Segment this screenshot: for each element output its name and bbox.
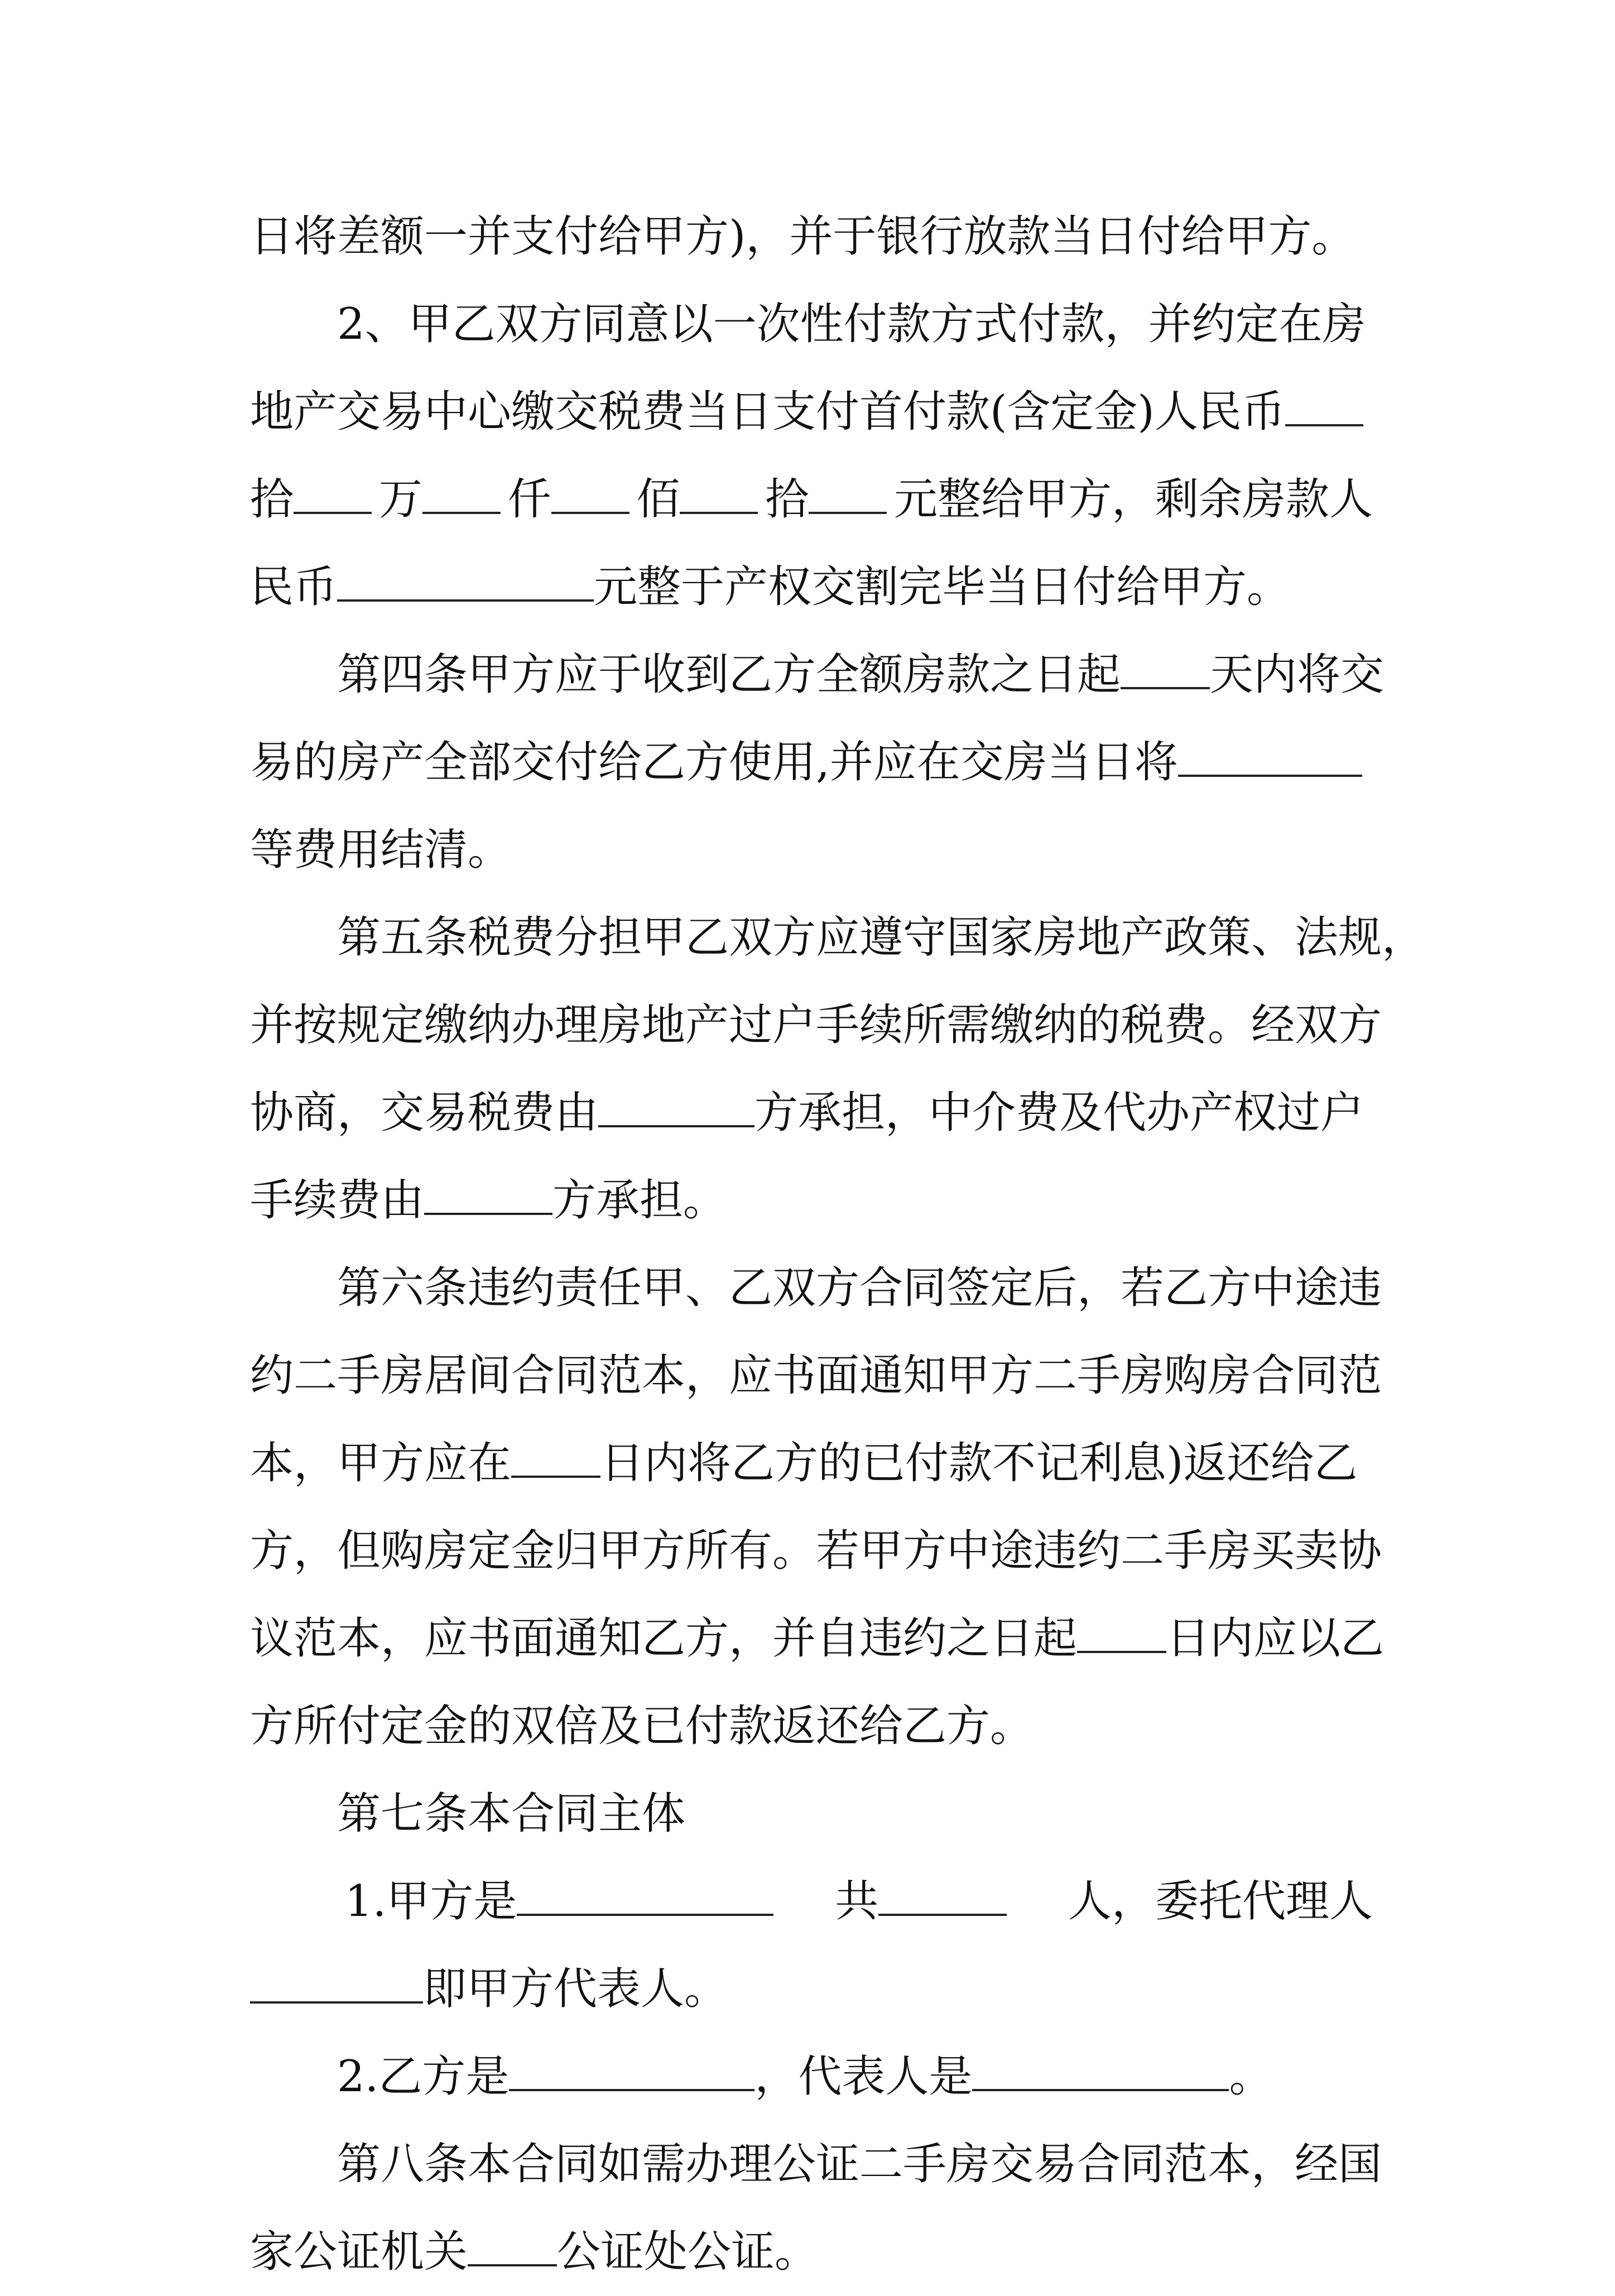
paragraph-line (250, 456, 1373, 544)
text: 万 (378, 474, 422, 525)
text: 元整于产权交割完毕当日付给甲方。 (594, 562, 1291, 612)
paragraph-line (250, 2121, 1382, 2208)
text: 并按规定缴纳办理房地产过户手续所需缴纳的税费。经双方 (250, 1000, 1382, 1050)
text: 手续费由 (250, 1175, 425, 1226)
paragraph-line (250, 2208, 1373, 2296)
text: 方承担，中介费及代办产权过户 (754, 1088, 1364, 1138)
paragraph-line (250, 806, 1373, 894)
fill-blank (972, 2049, 1229, 2091)
fill-blank (1077, 1611, 1166, 1653)
paragraph-line (250, 1595, 1385, 1683)
text: 民币 (250, 562, 338, 612)
paragraph-line (250, 1332, 1382, 1420)
text: 方所付定金的双倍及已付款返还给乙方。 (250, 1701, 1034, 1751)
text: 人，委托代理人 (1068, 1876, 1373, 1927)
fill-blank (424, 1173, 552, 1215)
paragraph-line (250, 1507, 1382, 1595)
text: 佰 (636, 474, 680, 525)
paragraph-line (250, 894, 1426, 982)
fill-blank (250, 1961, 423, 2004)
text: 元整给甲方，剩余房款人 (893, 474, 1373, 525)
paragraph-line (250, 1420, 1373, 1507)
text: 方，但购房定金归甲方所有。若甲方中途违约二手房买卖协 (250, 1526, 1382, 1576)
fill-blank (511, 1435, 600, 1478)
text: 拾 (765, 474, 809, 525)
text: 方承担。 (552, 1175, 727, 1226)
text: 第四条甲方应于收到乙方全额房款之日起 (337, 650, 1121, 700)
text: 第六条违约责任甲、乙双方合同签定后，若乙方中途违 (337, 1263, 1382, 1313)
paragraph-line (250, 631, 1385, 719)
text: 协商，交易税费由 (250, 1088, 599, 1138)
text: 议范本，应书面通知乙方，并自违约之日起 (250, 1613, 1078, 1664)
text: 1.甲方是 (345, 1876, 517, 1927)
text: 日内应以乙 (1166, 1613, 1385, 1664)
fill-blank (1285, 384, 1363, 426)
fill-blank (294, 472, 372, 514)
fill-blank (551, 472, 629, 514)
fill-blank (809, 472, 887, 514)
text: 家公证机关 (250, 2227, 468, 2277)
paragraph-line (250, 368, 1373, 456)
paragraph-line (250, 1946, 1373, 2033)
text: 第八条本合同如需办理公证二手房交易合同范本，经国 (337, 2139, 1382, 2189)
fill-blank (468, 2224, 557, 2266)
paragraph-line (250, 1069, 1373, 1157)
paragraph-line (250, 1157, 1373, 1245)
paragraph-line (250, 193, 1373, 281)
text: 约二手房居间合同范本，应书面通知甲方二手房购房合同范 (250, 1351, 1382, 1401)
fill-blank (337, 559, 594, 602)
fill-blank (598, 1085, 754, 1127)
paragraph-line (250, 1245, 1382, 1332)
text: 2.乙方是 (337, 2052, 510, 2102)
paragraph-line (250, 1858, 1373, 1946)
text: 日内将乙方的已付款不记利息)返还给乙 (600, 1438, 1358, 1488)
paragraph-line (250, 2033, 1373, 2121)
fill-blank (422, 472, 501, 514)
fill-blank (517, 1874, 773, 1916)
fill-blank (509, 2049, 754, 2091)
text: 天内将交 (1210, 650, 1385, 700)
fill-blank (878, 1874, 1007, 1916)
paragraph-line (250, 719, 1373, 806)
paragraph-line (250, 1770, 1373, 1858)
text: 第五条税费分担甲乙双方应遵守国家房地产政策、法规， (337, 912, 1426, 963)
text: ，代表人是 (754, 2052, 973, 2102)
text: 2、甲乙双方同意以一次性付款方式付款，并约定在房 (337, 299, 1366, 349)
text: 即甲方代表人。 (423, 1964, 728, 2014)
text: 公证处公证。 (557, 2227, 819, 2277)
text: 拾 (250, 474, 294, 525)
paragraph-line (250, 1683, 1373, 1770)
paragraph-line (250, 982, 1382, 1069)
text: 等费用结清。 (250, 825, 512, 875)
document-page (250, 193, 1426, 2296)
paragraph-line (250, 544, 1373, 631)
text: 日将差额一并支付给甲方)，并于银行放款当日付给甲方。 (250, 212, 1356, 262)
text: 本，甲方应在 (250, 1438, 512, 1488)
fill-blank (1121, 647, 1210, 689)
text: 第七条本合同主体 (337, 1789, 686, 1839)
text: 地产交易中心缴交税费当日支付首付款(含定金)人民币 (250, 387, 1285, 437)
text: 易的房产全部交付给乙方使用,并应在交房当日将 (250, 737, 1178, 787)
text: 。 (1229, 2052, 1273, 2102)
fill-blank (680, 472, 758, 514)
fill-blank (1178, 734, 1362, 777)
paragraph-line (250, 281, 1373, 368)
text: 共 (835, 1876, 879, 1927)
text: 仟 (507, 474, 551, 525)
